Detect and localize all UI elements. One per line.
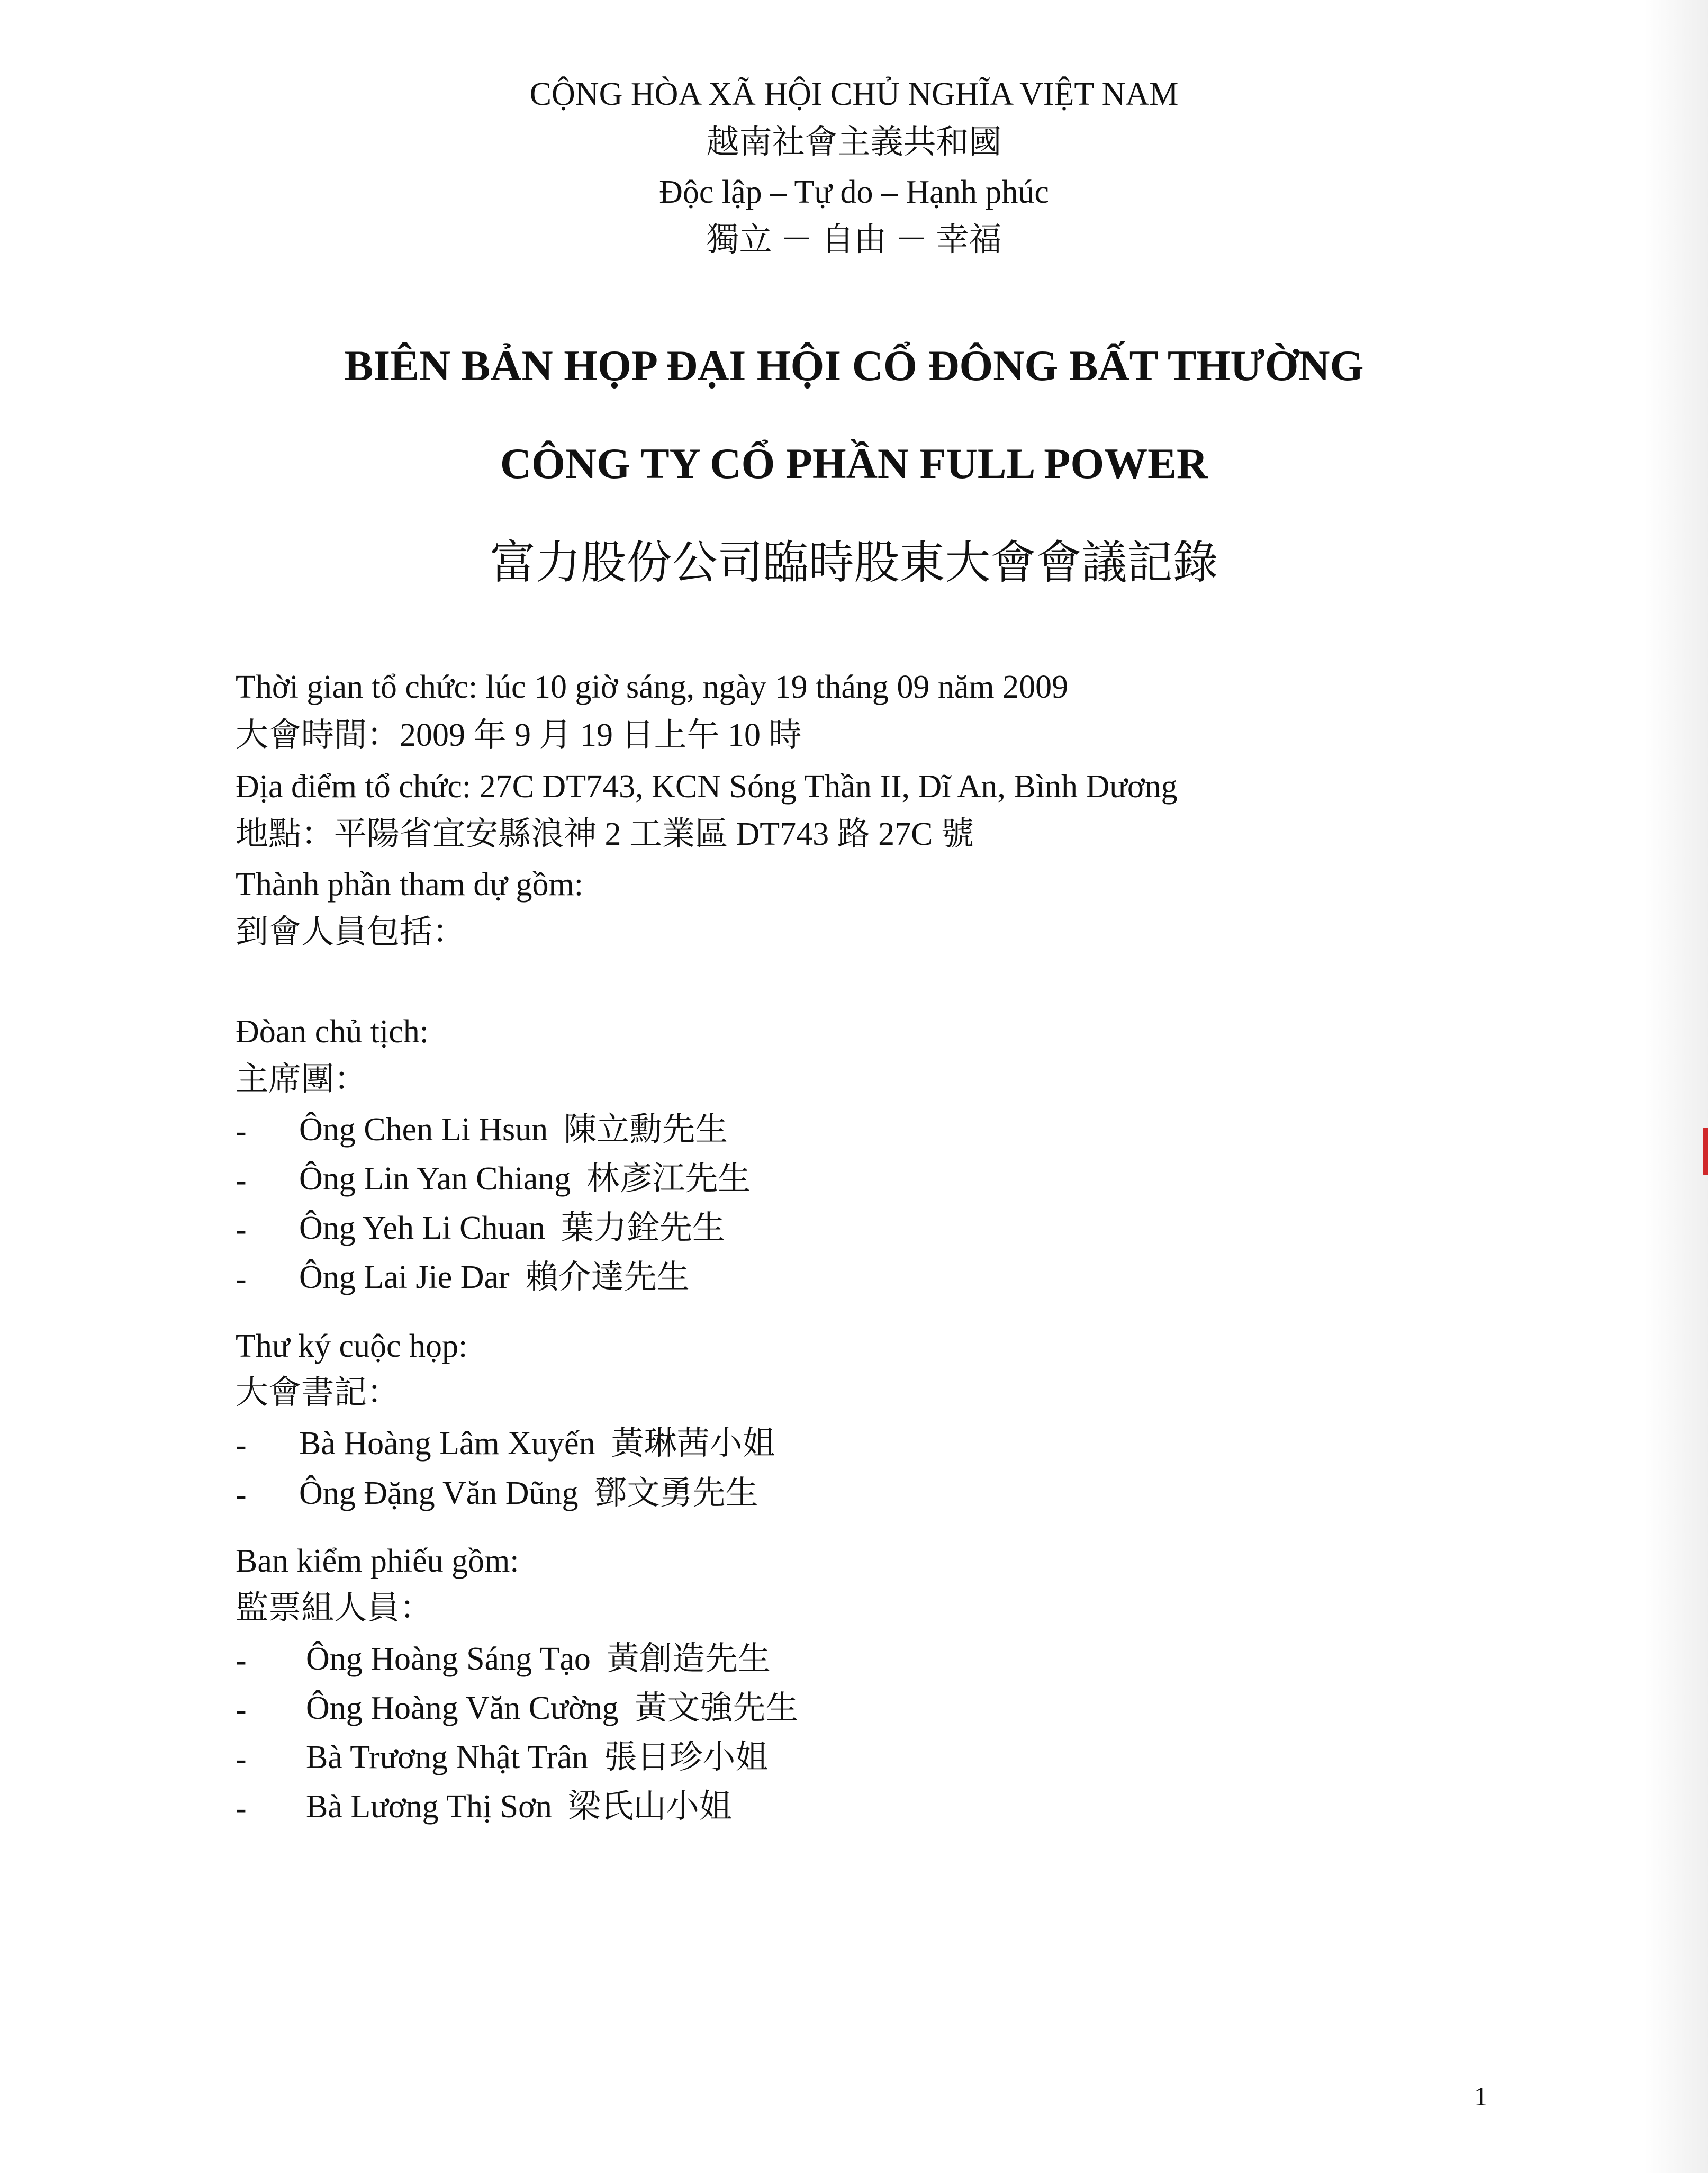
red-margin-mark — [1703, 1128, 1708, 1175]
member-name: Bà Hoàng Lâm Xuyến — [299, 1426, 595, 1462]
presidium-member — [299, 1113, 728, 1146]
member-name: Bà Trương Nhật Trân — [306, 1739, 589, 1775]
secretary-member — [299, 1427, 775, 1460]
member-name: Ông Yeh Li Chuan — [299, 1210, 546, 1246]
vote-committee-member — [306, 1643, 771, 1675]
meeting-time-cn: 大會時間：2009 年 9 月 19 日上午 10 時 — [236, 717, 802, 753]
secretary-heading-cn: 大會書記： — [236, 1375, 400, 1411]
list-bullet: - — [236, 1477, 247, 1513]
member-name-cn: 黃琳茜小姐 — [611, 1426, 775, 1462]
attendees-heading-vn: Thành phần tham dự gồm: — [236, 867, 583, 903]
company-name: CÔNG TY CỔ PHẦN FULL POWER — [500, 439, 1208, 488]
header-republic-cn: 越南社會主義共和國 — [706, 124, 1002, 160]
list-bullet: - — [236, 1692, 247, 1728]
secretary-member — [299, 1477, 758, 1510]
member-name: Ông Chen Li Hsun — [299, 1112, 548, 1148]
presidium-member — [299, 1162, 751, 1195]
vote-committee-member — [306, 1692, 799, 1725]
presidium-heading-cn: 主席團： — [236, 1061, 367, 1097]
member-name-cn: 黃創造先生 — [606, 1641, 771, 1677]
header-republic-vn: CỘNG HÒA XÃ HỘI CHỦ NGHĨA VIỆT NAM — [529, 76, 1179, 112]
member-name-cn: 葉力銓先生 — [561, 1210, 726, 1246]
document-title: BIÊN BẢN HỌP ĐẠI HỘI CỔ ĐÔNG BẤT THƯỜNG — [344, 341, 1364, 390]
presidium-heading-vn: Đòan chủ tịch: — [236, 1014, 429, 1050]
attendees-heading-cn: 到會人員包括： — [236, 914, 466, 950]
member-name: Ông Lai Jie Dar — [299, 1259, 510, 1295]
vote-committee-heading-cn: 監票組人員： — [236, 1590, 433, 1626]
list-bullet: - — [236, 1113, 247, 1149]
member-name-cn: 梁氏山小姐 — [567, 1789, 732, 1825]
presidium-member — [299, 1212, 725, 1245]
list-bullet: - — [236, 1427, 247, 1463]
page-edge-shadow — [1644, 0, 1708, 2173]
presidium-member — [299, 1261, 690, 1294]
secretary-heading-vn: Thư ký cuộc họp: — [236, 1328, 468, 1364]
list-bullet: - — [236, 1212, 247, 1248]
vote-committee-member — [306, 1741, 768, 1774]
vote-committee-member — [306, 1790, 732, 1823]
member-name-cn: 林彥江先生 — [586, 1161, 751, 1197]
header-motto-cn: 獨立 － 自由 － 幸福 — [706, 222, 1002, 258]
member-name-cn: 黃文強先生 — [634, 1690, 799, 1726]
list-bullet: - — [236, 1643, 247, 1679]
member-name: Ông Đặng Văn Dũng — [299, 1475, 579, 1511]
list-bullet: - — [236, 1741, 247, 1777]
member-name-cn: 陳立勳先生 — [564, 1112, 728, 1148]
list-bullet: - — [236, 1162, 247, 1198]
vote-committee-heading-vn: Ban kiểm phiếu gồm: — [236, 1543, 519, 1579]
document-title-cn: 富力股份公司臨時股東大會會議記錄 — [490, 537, 1218, 588]
member-name: Ông Hoàng Sáng Tạo — [306, 1641, 591, 1677]
member-name: Ông Hoàng Văn Cường — [306, 1690, 619, 1726]
meeting-time-vn: Thời gian tổ chức: lúc 10 giờ sáng, ngày 19 tháng 09 năm 2009 — [236, 669, 1069, 705]
member-name-cn: 張日珍小姐 — [604, 1739, 769, 1775]
meeting-place-cn: 地點：平陽省宜安縣浪神 2 工業區 DT743 路 27C 號 — [236, 816, 974, 852]
page-number: 1 — [1474, 2081, 1487, 2111]
member-name: Ông Lin Yan Chiang — [299, 1161, 571, 1197]
list-bullet: - — [236, 1261, 247, 1297]
member-name-cn: 鄧文勇先生 — [594, 1475, 758, 1511]
member-name-cn: 賴介達先生 — [525, 1259, 690, 1295]
list-bullet: - — [236, 1790, 247, 1826]
meeting-place-vn: Địa điểm tổ chức: 27C DT743, KCN Sóng Thần II, Dĩ An, Bình Dương — [236, 769, 1178, 805]
header-motto-vn: Độc lập – Tự do – Hạnh phúc — [659, 174, 1049, 210]
member-name: Bà Lương Thị Sơn — [306, 1789, 552, 1825]
